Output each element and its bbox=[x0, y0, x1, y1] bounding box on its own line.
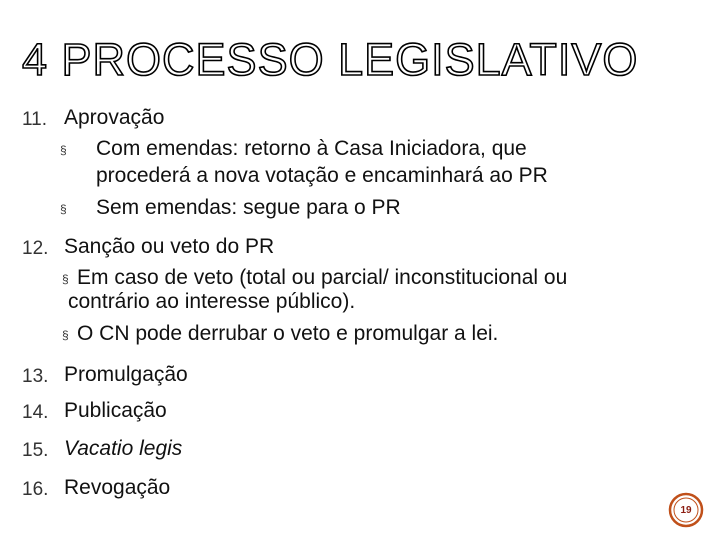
page-number-badge bbox=[668, 492, 704, 528]
item-number: 15. bbox=[22, 440, 49, 461]
item-label-promulgacao: Promulgação bbox=[64, 363, 188, 386]
item-label-sancao: Sanção ou veto do PR bbox=[64, 235, 275, 258]
sub-item-line: procederá a nova votação e encaminhará ao PR bbox=[96, 164, 548, 187]
sub-item-line: contrário ao interesse público). bbox=[68, 290, 356, 313]
sub-item-line: Com emendas: retorno à Casa Iniciadora, que bbox=[96, 137, 527, 160]
sub-item-line: Em caso de veto (total ou parcial/ inconstitucional ou bbox=[77, 266, 568, 289]
item-number: 16. bbox=[22, 479, 49, 500]
item-label-vacatio-legis: Vacatio legis bbox=[64, 437, 183, 460]
sub-bullet: § bbox=[62, 272, 69, 286]
slide-title: 4 PROCESSO LEGISLATIVO bbox=[22, 34, 639, 85]
sub-item-line: O CN pode derrubar o veto e promulgar a lei. bbox=[77, 322, 499, 345]
item-number: 14. bbox=[22, 402, 49, 423]
sub-item-line: Sem emendas: segue para o PR bbox=[96, 196, 401, 219]
sub-bullet: § bbox=[60, 143, 67, 157]
item-label-revogacao: Revogação bbox=[64, 476, 171, 499]
item-number: 11. bbox=[22, 109, 48, 130]
item-number: 12. bbox=[22, 238, 49, 259]
sub-bullet: § bbox=[62, 328, 69, 342]
item-number: 13. bbox=[22, 366, 49, 387]
page-number: 19 bbox=[680, 504, 692, 516]
sub-bullet: § bbox=[60, 202, 67, 216]
item-label-aprovacao: Aprovação bbox=[64, 106, 165, 129]
item-label-publicacao: Publicação bbox=[64, 399, 167, 422]
